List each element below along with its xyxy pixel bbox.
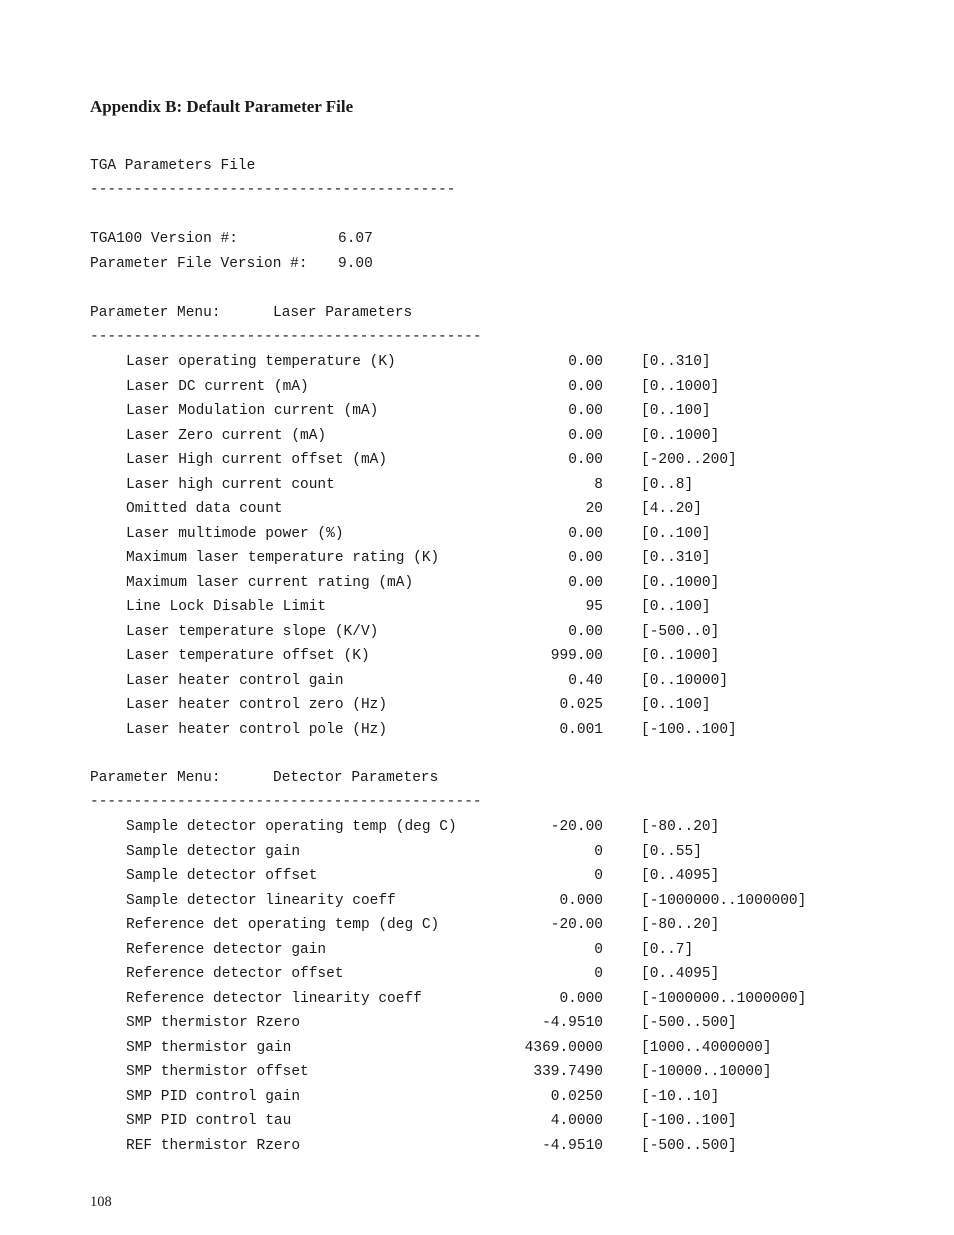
parameter-name: Laser operating temperature (K) bbox=[126, 354, 396, 370]
table-row bbox=[0, 915, 954, 935]
parameter-name: Laser temperature slope (K/V) bbox=[126, 623, 379, 640]
parameter-name: Reference detector gain bbox=[126, 941, 327, 958]
table-row bbox=[0, 1136, 954, 1156]
parameter-range: [-10000..10000] bbox=[641, 1064, 772, 1080]
parameter-range: [0..4095] bbox=[641, 868, 720, 884]
parameter-name: SMP thermistor gain bbox=[126, 1039, 292, 1056]
parameter-range: [-100..100] bbox=[641, 1113, 737, 1129]
parameter-value: 0 bbox=[594, 941, 603, 958]
table-row bbox=[0, 499, 954, 519]
table-row bbox=[0, 671, 954, 691]
parameter-value: 0.000 bbox=[559, 892, 603, 909]
parameter-name: Laser Modulation current (mA) bbox=[126, 403, 379, 419]
param-file-version-value: 9.00 bbox=[338, 256, 373, 272]
parameter-name: Laser Zero current (mA) bbox=[126, 427, 327, 444]
parameter-value: 20 bbox=[585, 501, 603, 517]
parameter-range: [-500..0] bbox=[641, 623, 720, 640]
parameter-value: 4.0000 bbox=[550, 1113, 603, 1129]
table-row bbox=[0, 401, 954, 421]
parameter-name: Line Lock Disable Limit bbox=[126, 599, 327, 615]
parameter-name: Laser heater control zero (Hz) bbox=[126, 697, 388, 713]
file-rule: ------------------------------------------ bbox=[90, 182, 456, 198]
parameter-value: 0.00 bbox=[568, 403, 603, 419]
parameter-value: 8 bbox=[594, 476, 603, 493]
parameter-value: 0.00 bbox=[568, 378, 603, 395]
parameter-value: 339.7490 bbox=[533, 1064, 603, 1080]
parameter-name: Reference detector linearity coeff bbox=[126, 990, 422, 1007]
parameter-value: 0.00 bbox=[568, 525, 603, 542]
parameter-name: REF thermistor Rzero bbox=[126, 1137, 301, 1154]
parameter-value: 0.40 bbox=[568, 672, 603, 689]
parameter-name: Laser High current offset (mA) bbox=[126, 452, 388, 468]
table-row bbox=[0, 817, 954, 837]
table-row bbox=[0, 450, 954, 470]
parameter-range: [0..100] bbox=[641, 697, 711, 713]
parameter-range: [-500..500] bbox=[641, 1137, 737, 1154]
parameter-value: 0.00 bbox=[568, 452, 603, 468]
parameter-value: 95 bbox=[585, 599, 603, 615]
table-row bbox=[0, 524, 954, 544]
parameter-value: 0 bbox=[594, 966, 603, 982]
table-row bbox=[0, 989, 954, 1009]
parameter-range: [-1000000..1000000] bbox=[641, 892, 807, 909]
section-rule: --------------------------------------------- bbox=[90, 794, 482, 810]
parameter-range: [0..4095] bbox=[641, 966, 720, 982]
parameter-name: SMP PID control tau bbox=[126, 1113, 292, 1129]
parameter-value: 4369.0000 bbox=[524, 1039, 603, 1056]
parameter-name: Sample detector offset bbox=[126, 868, 318, 884]
table-row bbox=[0, 1038, 954, 1058]
section-rule: --------------------------------------------- bbox=[90, 329, 482, 345]
parameter-value: 0.000 bbox=[559, 990, 603, 1007]
table-row bbox=[0, 1087, 954, 1107]
parameter-range: [0..1000] bbox=[641, 378, 720, 395]
parameter-value: 0.0250 bbox=[550, 1088, 603, 1105]
table-row bbox=[0, 1013, 954, 1033]
param-file-version-label: Parameter File Version #: bbox=[90, 256, 308, 272]
table-row bbox=[0, 352, 954, 372]
parameter-range: [0..10000] bbox=[641, 672, 729, 689]
parameter-name: Reference det operating temp (deg C) bbox=[126, 917, 440, 933]
parameter-name: Laser high current count bbox=[126, 476, 335, 493]
parameter-value: 999.00 bbox=[550, 648, 603, 664]
parameter-value: 0.00 bbox=[568, 427, 603, 444]
section-menu-name: Laser Parameters bbox=[273, 305, 413, 321]
parameter-range: [-1000000..1000000] bbox=[641, 990, 807, 1007]
parameter-range: [0..310] bbox=[641, 550, 711, 566]
parameter-name: Reference detector offset bbox=[126, 966, 344, 982]
parameter-name: Sample detector operating temp (deg C) bbox=[126, 819, 457, 835]
table-row bbox=[0, 940, 954, 960]
parameter-name: Sample detector linearity coeff bbox=[126, 892, 396, 909]
table-row bbox=[0, 377, 954, 397]
parameter-range: [-500..500] bbox=[641, 1015, 737, 1031]
table-row bbox=[0, 475, 954, 495]
parameter-range: [0..100] bbox=[641, 403, 711, 419]
version-value: 6.07 bbox=[338, 231, 373, 247]
parameter-range: [0..310] bbox=[641, 354, 711, 370]
parameter-value: 0.00 bbox=[568, 623, 603, 640]
table-row bbox=[0, 1111, 954, 1131]
table-row bbox=[0, 891, 954, 911]
parameter-value: -4.9510 bbox=[542, 1015, 603, 1031]
parameter-name: Maximum laser current rating (mA) bbox=[126, 574, 414, 591]
parameter-range: [0..7] bbox=[641, 941, 694, 958]
parameter-range: [-200..200] bbox=[641, 452, 737, 468]
parameter-range: [0..1000] bbox=[641, 648, 720, 664]
table-row bbox=[0, 866, 954, 886]
table-row bbox=[0, 646, 954, 666]
parameter-range: [0..100] bbox=[641, 599, 711, 615]
parameter-value: -20.00 bbox=[550, 819, 603, 835]
file-title: TGA Parameters File bbox=[90, 158, 256, 174]
version-label: TGA100 Version #: bbox=[90, 231, 238, 247]
table-row bbox=[0, 622, 954, 642]
table-row bbox=[0, 720, 954, 740]
parameter-range: [0..8] bbox=[641, 476, 694, 493]
parameter-value: 0 bbox=[594, 868, 603, 884]
parameter-range: [1000..4000000] bbox=[641, 1039, 772, 1056]
parameter-range: [0..100] bbox=[641, 525, 711, 542]
parameter-name: Maximum laser temperature rating (K) bbox=[126, 550, 440, 566]
parameter-value: 0.00 bbox=[568, 574, 603, 591]
parameter-range: [0..55] bbox=[641, 843, 702, 860]
section-menu-name: Detector Parameters bbox=[273, 770, 439, 786]
appendix-heading: Appendix B: Default Parameter File bbox=[90, 97, 354, 116]
table-row bbox=[0, 695, 954, 715]
parameter-value: 0 bbox=[594, 843, 603, 860]
parameter-name: Laser temperature offset (K) bbox=[126, 648, 370, 664]
table-row bbox=[0, 426, 954, 446]
section-menu-label: Parameter Menu: bbox=[90, 305, 221, 321]
parameter-range: [0..1000] bbox=[641, 427, 720, 444]
parameter-range: [-10..10] bbox=[641, 1088, 720, 1105]
table-row bbox=[0, 548, 954, 568]
table-row bbox=[0, 597, 954, 617]
parameter-name: Sample detector gain bbox=[126, 843, 301, 860]
parameter-name: SMP thermistor offset bbox=[126, 1064, 309, 1080]
parameter-value: -4.9510 bbox=[542, 1137, 603, 1154]
table-row bbox=[0, 964, 954, 984]
section-menu-label: Parameter Menu: bbox=[90, 770, 221, 786]
table-row bbox=[0, 573, 954, 593]
parameter-value: 0.001 bbox=[559, 721, 603, 738]
parameter-name: Laser multimode power (%) bbox=[126, 525, 344, 542]
parameter-range: [0..1000] bbox=[641, 574, 720, 591]
parameter-range: [4..20] bbox=[641, 501, 702, 517]
parameter-value: -20.00 bbox=[550, 917, 603, 933]
parameter-name: Laser DC current (mA) bbox=[126, 378, 309, 395]
parameter-value: 0.00 bbox=[568, 354, 603, 370]
table-row bbox=[0, 1062, 954, 1082]
table-row bbox=[0, 842, 954, 862]
parameter-name: SMP thermistor Rzero bbox=[126, 1015, 301, 1031]
parameter-range: [-80..20] bbox=[641, 819, 720, 835]
parameter-value: 0.025 bbox=[559, 697, 603, 713]
parameter-name: Laser heater control pole (Hz) bbox=[126, 721, 388, 738]
parameter-name: Laser heater control gain bbox=[126, 672, 344, 689]
parameter-range: [-80..20] bbox=[641, 917, 720, 933]
page-number: 108 bbox=[90, 1194, 112, 1210]
parameter-range: [-100..100] bbox=[641, 721, 737, 738]
parameter-name: Omitted data count bbox=[126, 501, 283, 517]
parameter-value: 0.00 bbox=[568, 550, 603, 566]
parameter-name: SMP PID control gain bbox=[126, 1088, 301, 1105]
